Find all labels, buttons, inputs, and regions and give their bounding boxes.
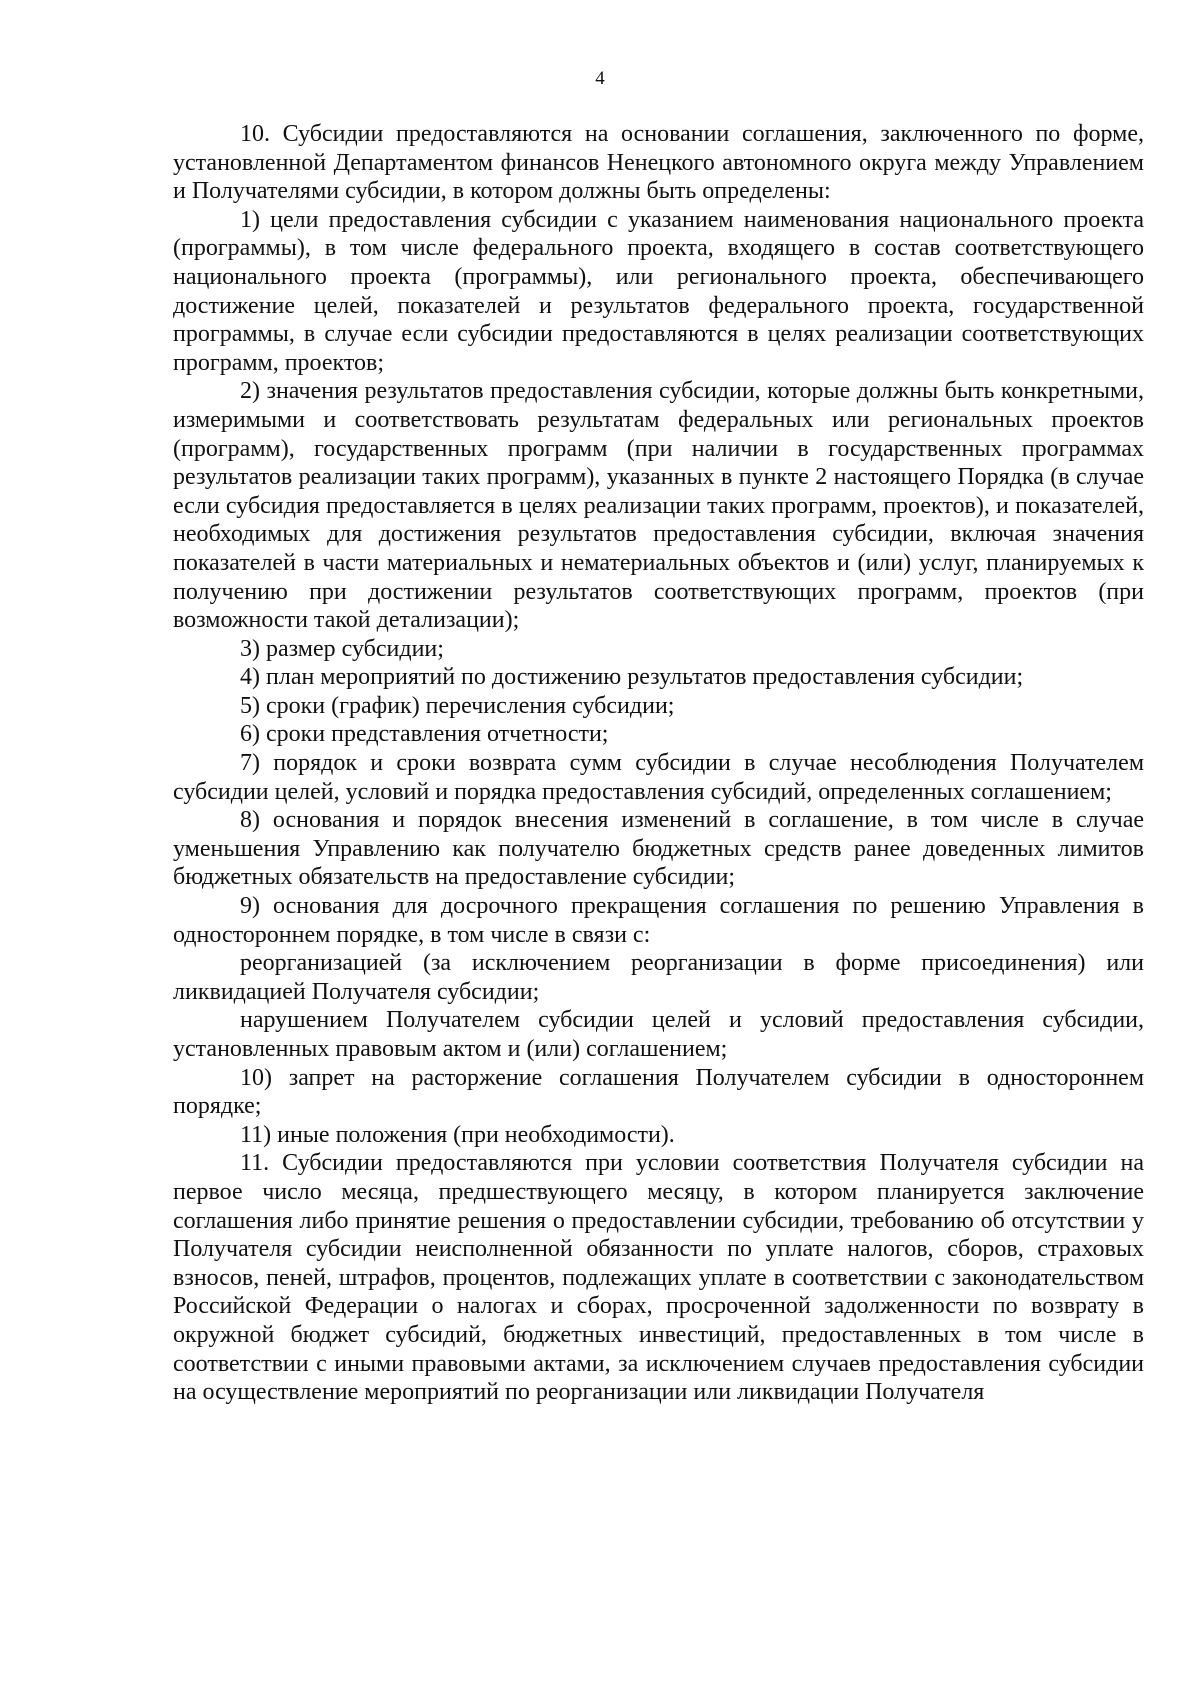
list-item-9-termination: 9) основания для досрочного прекращения соглашения по решению Управления в одностороннем порядке, в том числе в связи с: [173, 893, 1144, 948]
list-item-2-results: 2) значения результатов предоставления субсидии, которые должны быть конкретными, измеримыми и соответствовать результатам федеральных или региональных проектов (программ), государственных программ (при наличии в государственных программах результатов реализации таких программ), указанных в пункте 2 настоящего Порядка (в случае если субсидия предоставляется в целях реализации таких программ, проектов), и показателей, необходимых для достижения результатов предоставления субсидии, включая значения показателей в части материальных и нематериальных объектов и (или) услуг, планируемых к получению при достижении результатов соответствующих программ, проектов (при возможности такой детализации); [173, 378, 1144, 634]
list-item-8-changes: 8) основания и порядок внесения изменений в соглашение, в том числе в случае уменьшения Управлению как получателю бюджетных средств ранее доведенных лимитов бюджетных обязательств на предоставление субсидии; [173, 807, 1144, 891]
list-item-1-goals: 1) цели предоставления субсидии с указанием наименования национального проекта (программы), в том числе федерального проекта, входящего в состав соответствующего национального проекта (программы), или регионального проекта, обеспечивающего достижение целей, показателей и результатов федерального проекта, государственной программы, в случае если субсидии предоставляются в целях реализации соответствующих программ, проектов; [173, 206, 1144, 376]
page-number: 4 [595, 68, 605, 89]
list-subitem-reorganization: реорганизацией (за исключением реорганизации в форме присоединения) или ликвидацией Получателя субсидии; [173, 950, 1144, 1005]
document-body [173, 120, 1144, 1407]
list-item-5-schedule: 5) сроки (график) перечисления субсидии; [240, 692, 675, 719]
list-item-3-amount: 3) размер субсидии; [240, 635, 444, 662]
list-item-4-plan: 4) план мероприятий по достижению результатов предоставления субсидии; [240, 664, 1024, 691]
paragraph-10-agreement: 10. Субсидии предоставляются на основании соглашения, заключенного по форме, установленной Департаментом финансов Ненецкого автономного округа между Управлением и Получателями субсидии, в котором должны быть определены: [173, 121, 1144, 205]
list-item-6-reporting: 6) сроки представления отчетности; [240, 721, 609, 748]
paragraph-11-conditions: 11. Субсидии предоставляются при условии соответствия Получателя субсидии на первое число месяца, предшествующего месяцу, в котором планируется заключение соглашения либо принятие решения о предоставлении субсидии, требованию об отсутствии у Получателя субсидии неисполненной обязанности по уплате налогов, сборов, страховых взносов, пеней, штрафов, процентов, подлежащих уплате в соответствии с законодательством Российской Федерации о налогах и сборах, просроченной задолженности по возврату в окружной бюджет субсидий, бюджетных инвестиций, предоставленных в том числе в соответствии с иными правовыми актами, за исключением случаев предоставления субсидии на осуществление мероприятий по реорганизации или ликвидации Получателя [173, 1150, 1144, 1406]
list-item-11-other: 11) иные положения (при необходимости). [240, 1121, 675, 1148]
list-subitem-violation: нарушением Получателем субсидии целей и условий предоставления субсидии, установленных правовым актом и (или) соглашением; [173, 1007, 1144, 1062]
list-item-10-prohibition: 10) запрет на расторжение соглашения Получателем субсидии в одностороннем порядке; [173, 1064, 1144, 1120]
list-item-7-refund: 7) порядок и сроки возврата сумм субсидии в случае несоблюдения Получателем субсидии целей, условий и порядка предоставления субсидий, определенных соглашением; [173, 750, 1144, 805]
